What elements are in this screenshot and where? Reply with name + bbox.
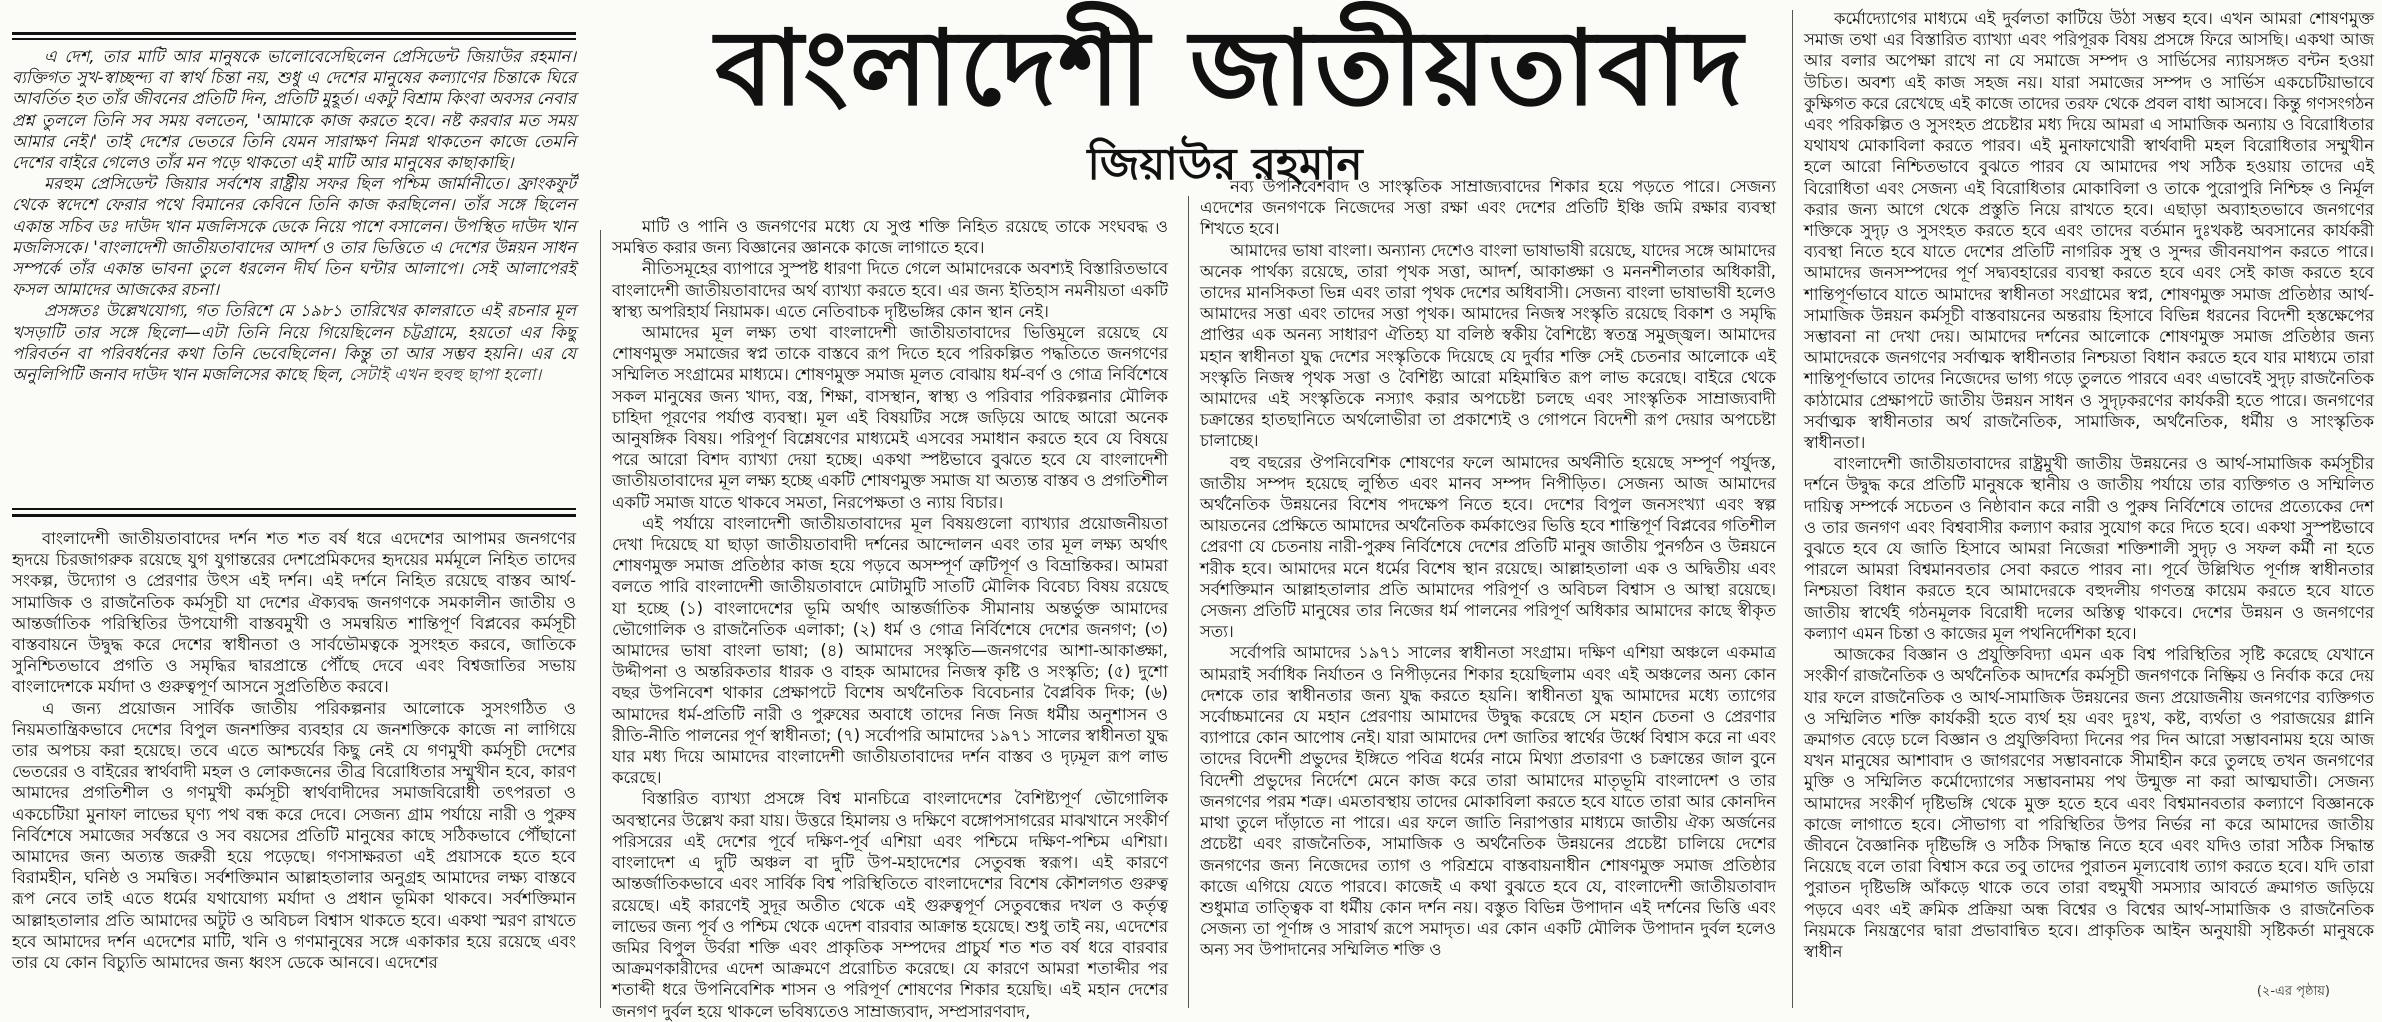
article-column-2 (612, 216, 1168, 1021)
box-bottom-rule (12, 508, 576, 510)
byline: জিয়াউর রহমান (1087, 139, 1363, 190)
continuation-note: (২-এর পৃষ্ঠায়) (2256, 984, 2330, 999)
article-paragraph: এ জন্য প্রয়োজন সার্বিক জাতীয় পরিকল্পনার আলোকে সুসংগঠিত ও নিয়মতান্ত্রিকভাবে দেশের বিপুল জনশক্তির ব্যবহার যে জনশক্তিকে কাজে না লাগিয়ে তার অপচয় করা হয়েছে। তবে এতে আশ্চর্যের কিছু নেই যে গণমুখী কর্মসূচী দেশের ভেতরের ও বাইরের স্বার্থবাদী মহল ও লোকজনের তীব্র বিরোধিতার সম্মুখীন হবে, কারণ আমাদের প্রগতিশীল ও গণমুখী কর্মসূচী স্বার্থবাদীদের সমাজবিরোধী তৎপরতা ও একচেটিয়া মুনাফা লাভের ঘৃণ্য পথ বন্ধ করে দেবে। সেজন্য গ্রাম পর্যায়ে নারী ও পুরুষ নির্বিশেষে সমাজের সর্বস্তরে ও সব বয়সের প্রতিটি মানুষের কাছে সঠিকভাবে পৌঁছানো আমাদের জন্য অত্যন্ত জরুরী হয়ে পড়েছে। গণসাক্ষরতা এই প্রয়াসকে হতে হবে বিরামহীন, ঘনিষ্ঠ ও সমন্বিত। সর্বশক্তিমান আল্লাহতালার অনুগ্রহ আমাদের লক্ষ্য বাস্তবে রূপ নেবে তাই এতে ধর্মের যথাযোগ্য মর্যাদা ও প্রধান ভূমিকা থাকবে। সর্বশক্তিমান আল্লাহতালার প্রতি আমাদের অটুট ও অবিচল বিশ্বাস থাকতে হবে। একথা স্মরণ রাখতে হবে আমাদের দর্শন এদেশের মাটি, খনি ও গণমানুষের সঙ্গে একাকার হয়ে রয়েছে এবং তার যে কোন বিচ্যুতি আমাদের জন্য ধ্বংস ডেকে আনবে। এদেশের (12, 698, 576, 973)
box-bottom-rule-outer (12, 514, 576, 517)
box-top-rule (12, 32, 576, 35)
intro-paragraph: এ দেশ, তার মাটি আর মানুষকে ভালোবেসেছিলেন প্রেসিডেন্ট জিয়াউর রহমান। ব্যক্তিগত সুখ-স্বাচ্ছন্দ্য বা স্বার্থ চিন্তা নয়, শুধু এ দেশের মানুষের কল্যাণের চিন্তাকে ঘিরে আবর্তিত হত তাঁর জীবনের প্রতিটি দিন, প্রতিটি মুহূর্ত। একটু বিশ্রাম কিংবা অবসর নেবার প্রশ্ন তুললে তিনি সব সময় বলতেন, 'আমাকে কাজ করতে হবে। নষ্ট করবার মত সময় আমার নেই।' তাই দেশের ভেতরে তিনি যেমন সারাক্ষণ নিমগ্ন থাকতেন কাজে তেমনি দেশের বাইরে গেলেও তাঁর মন পড়ে থাকতো এই মাটি আর মানুষের কাছাকাছি। (12, 47, 576, 173)
article-paragraph: বিস্তারিত ব্যাখ্যা প্রসঙ্গে বিশ্ব মানচিত্রে বাংলাদেশের বৈশিষ্ট্যপূর্ণ ভৌগোলিক অবস্থানের উল্লেখ করা যায়। উত্তরে হিমালয় ও দক্ষিণে বঙ্গোপসাগরের মাঝখানে সংকীর্ণ পরিসরের এই দেশের পূর্বে দক্ষিণ-পূর্ব এশিয়া এবং পশ্চিমে দক্ষিণ-পশ্চিম এশিয়া। বাংলাদেশ এ দুটি অঞ্চল বা দুটি উপ-মহাদেশের সেতুবন্ধ স্বরূপ। এই কারণে আন্তর্জাতিকভাবে এবং সার্বিক বিশ্ব পরিস্থিতিতে বাংলাদেশের বিশেষ কৌশলগত গুরুত্ব রয়েছে। এই কারণেই সুদূর অতীত থেকে এই গুরুত্বপূর্ণ সেতুবন্ধের দখল ও কর্তৃত্ব লাভের জন্য পূর্ব ও পশ্চিম থেকে এদেশ বারবার আক্রান্ত হয়েছে। শুধু তাই নয়, এদেশের জমির বিপুল উর্বরা শক্তি এবং প্রাকৃতিক সম্পদের প্রাচুর্য শত শত বর্ষ ধরে বারবার আক্রমণকারীদের এদেশ আক্রমণে প্ররোচিত করেছে। যে কারণে আমরা শতাব্দীর পর শতাব্দী ধরে উপনিবেশিক শাসন ও পরিপূর্ণ শোষণের শিকার হয়েছি। এই মহান দেশের জনগণ দুর্বল হয়ে থাকলে ভবিষ্যতেও সাম্রাজ্যবাদ, সম্প্রসারণবাদ, (612, 789, 1168, 1021)
column-divider (600, 230, 601, 1008)
article-paragraph: নব্য উপনিবেশবাদ ও সাংস্কৃতিক সাম্রাজ্যবাদের শিকার হয়ে পড়তে পারে। সেজন্য এদেশের জনগণকে নিজেদের সত্তা রক্ষা এবং দেশের প্রতিটি ইঞ্চি জমি রক্ষার ব্যবস্থা শিখতে হবে। (1200, 177, 1776, 239)
article-paragraph: আমাদের মূল লক্ষ্য তথা বাংলাদেশী জাতীয়তাবাদের ভিত্তিমূলে রয়েছে যে শোষণমুক্ত সমাজের স্বপ্ন তাকে বাস্তবে রূপ দিতে হবে পরিকল্পিত পদ্ধতিতে জনগণের সম্মিলিত সংগ্রামের মাধ্যমে। শোষণমুক্ত সমাজ মূলত বোঝায় ধর্ম-বর্ণ ও গোত্র নির্বিশেষে সকল মানুষের জন্য খাদ্য, বস্ত্র, শিক্ষা, বাসস্থান, স্বাস্থ্য ও পরিবার পরিকল্পনার মৌলিক চাহিদা পূরণের পর্যাপ্ত ব্যবস্থা। মূল এই বিষয়টির সঙ্গে জড়িয়ে আছে আরো অনেক আনুষঙ্গিক বিষয়। পরিপূর্ণ বিশ্লেষণের মাধ্যমেই এসবের সমাধান করতে হবে যে বিষয়ে পরে আরো বিশদ ব্যাখ্যা দেয়া হচ্ছে। একথা স্পষ্টভাবে বুঝতে হবে যে বাংলাদেশী জাতীয়তাবাদের মূল লক্ষ্য হচ্ছে একটি শোষণমুক্ত সমাজ যা অত্যন্ত বাস্তব ও প্রগতিশীল একটি সমাজ যাতে থাকবে সমতা, নিরপেক্ষতা ও ন্যায় বিচার। (612, 323, 1168, 512)
box-top-rule-inner (12, 38, 576, 40)
intro-text: প্রসঙ্গতঃ উল্লেখযোগ্য, গত তিরিশে মে ১৯৮১ তারিখের কালরাতে এই রচনার মূল খসড়াটি তার সঙ্গে ছিলো—এটা তিনি নিয়ে গিয়েছিলেন চট্টগ্রামে, হয়তো এর কিছু পরিবর্তন বা পরিবর্ধনের কথা তিনি ভেবেছিলেন। কিন্তু তা আর সম্ভব হয়নি। এর যে অনুলিপিটি জনাব দাউদ খান মজলিসের কাছে ছিল, (12, 301, 576, 385)
article-paragraph: আমাদের ভাষা বাংলা। অন্যান্য দেশেও বাংলা ভাষাভাষী রয়েছে, যাদের সঙ্গে আমাদের অনেক পার্থক্য রয়েছে, তারা পৃথক সত্তা, আদর্শ, আকাঙ্ক্ষা ও মননশীলতার অধিকারী, তাদের মানসিকতা ভিন্ন এবং তারা পৃথক দেশের অধিবাসী। সেজন্য বাংলা ভাষাভাষী হলেও আমাদের সত্তা এবং তাদের সত্তা পৃথক। আমাদের নিজস্ব সংস্কৃতি রয়েছে বিকাশ ও সমৃদ্ধি প্রাপ্তির এক অনন্য সাধারণ ঐতিহ্য যা বলিষ্ঠ স্বকীয় বৈশিষ্ট্যে স্বতন্ত্র সমুজ্জ্বল। আমাদের মহান স্বাধীনতা যুদ্ধ দেশের সংস্কৃতিকে দিয়েছে যে দুর্বার শক্তি সেই চেতনার আলোকে এই সংস্কৃতি নিজস্ব পৃথক সত্তা ও বৈশিষ্ট্য আরো মহিমান্বিত রূপ লাভ করেছে। বাইরে থেকে আমাদের এই সংস্কৃতিকে নস্যাৎ করার অপচেষ্টা চলছে এবং সাংস্কৃতিক সাম্রাজ্যবাদী চক্রান্তের হাতছানিতে অর্থলোভীরা তা প্রকাশ্যেই ও গোপনে বিদেশী রূপ দেয়ার অপচেষ্টা চালাচ্ছে। (1200, 240, 1776, 451)
article-paragraph: বহু বছরের ঔপনিবেশিক শোষণের ফলে আমাদের অর্থনীতি হয়েছে সম্পূর্ণ পর্যুদস্ত, জাতীয় সম্পদ হয়েছে লুণ্ঠিত এবং মানব সম্পদ নিপীড়িত। সেজন্য আজ আমাদের অর্থনৈতিক উন্নয়নের বিশেষ পদক্ষেপ নিতে হবে। দেশের বিপুল জনসংখ্যা এবং স্বল্প আয়তনের প্রেক্ষিতে আমাদের অর্থনৈতিক কর্মকাণ্ডের ভিত্তি হবে শান্তিপূর্ণ বিপ্লবের গতিশীল প্রেরণা যে চেতনায় নারী-পুরুষ নির্বিশেষে দেশের প্রতিটি মানুষ জাতীয় পুনর্গঠন ও উন্নয়নে শরীক হবে। আমাদের মনে ধর্মের বিশেষ স্থান রয়েছে। আল্লাহতালা এক ও অদ্বিতীয় এবং সর্বশক্তিমান আল্লাহতালার প্রতি আমাদের পরিপূর্ণ ও অবিচল বিশ্বাস ও আস্থা রয়েছে। সেজন্য প্রতিটি মানুষের তার নিজের ধর্ম পালনের পরিপূর্ণ অধিকার আমাদের কাছে স্বীকৃত সত্য। (1200, 452, 1776, 642)
article-column-1 (12, 528, 576, 1006)
intro-paragraph: মরহুম প্রেসিডেন্ট জিয়ার সর্বশেষ রাষ্ট্রীয় সফর ছিল পশ্চিম জার্মানীতে। ফ্রাংকফুর্ট থেকে স্বদেশে ফেরার পথে বিমানের কেবিনে তিনি কাজ করছিলেন। তাঁর সঙ্গে ছিলেন একান্ত সচিব ডঃ দাউদ খান মজলিসকে ডেকে নিয়ে পাশে বসালেন। উপস্থিত দাউদ খান মজলিসকে। 'বাংলাদেশী জাতীয়তাবাদের আদর্শ ও তার ভিত্তিতে এ দেশের উন্নয়ন সাধন সম্পর্কে তাঁর একান্ত ভাবনা তুলে ধরলেন দীর্ঘ তিন ঘন্টার আলাপে। সেই আলাপেরই ফসল আমাদের আজকের রচনা। (12, 174, 576, 300)
article-column-3 (1200, 176, 1776, 1006)
article-paragraph: বাংলাদেশী জাতীয়তাবাদের রাষ্ট্রমুখী জাতীয় উন্নয়নের ও আর্থ-সামাজিক কর্মসূচীর দর্শনে উদ্বুদ্ধ করে প্রতিটি মানুষকে স্থানীয় ও জাতীয় পর্যায়ে তার ব্যক্তিগত ও সম্মিলিত দায়িত্ব সম্পর্কে সচেতন ও নিষ্ঠাবান করে নারী ও পুরুষ নির্বিশেষে তাদের প্রত্যেকের দেশ ও তার জনগণ এবং বিশ্ববাসীর কল্যাণ করার সুযোগ করে দিতে হবে। একথা সুস্পষ্টভাবে বুঝতে হবে যে জাতি হিসাবে আমরা নিজেরা শক্তিশালী সুদৃঢ় ও সফল কর্মী না হতে পারলে আমরা বিশ্বমানবতার সেবা করতে পারব না। পূর্বে উল্লিখিত পূর্ণাঙ্গ স্বাধীনতার নিশ্চয়তা বিধান করতে হবে আমাদেরকে বহুদলীয় গণতন্ত্র কায়েম করতে হবে যাতে জাতীয় স্বার্থেই গঠনমূলক বিরোধী দলের অস্তিত্ব থাকবে। দেশের উন্নয়ন ও জনগণের কল্যাণ এমন চিন্তা ও কাজের মূল পথনির্দেশিকা হবে। (1804, 454, 2374, 643)
article-paragraph: এই পর্যায়ে বাংলাদেশী জাতীয়তাবাদের মূল বিষয়গুলো ব্যাখ্যার প্রয়োজনীয়তা দেখা দিয়েছে যা ছাড়া জাতীয়তাবাদী দর্শনের আন্দোলন এবং তার মূল লক্ষ্য অর্থাৎ শোষণমুক্ত সমাজ প্রতিষ্ঠার কাজ হয়ে পড়বে অসম্পূর্ণ ত্রুটিপূর্ণ ও বিভ্রান্তিকর। আমরা বলতে পারি বাংলাদেশী জাতীয়তাবাদে মোটামুটি সাতটি মৌলিক বিবেচ্য বিষয় রয়েছে যা হচ্ছে (১) বাংলাদেশের ভূমি অর্থাৎ আন্তর্জাতিক সীমানায় অন্তর্ভুক্ত আমাদের ভৌগোলিক ও রাজনৈতিক এলাকা; (২) ধর্ম ও গোত্র নির্বিশেষে দেশের জনগণ; (৩) আমাদের ভাষা বাংলা ভাষা; (৪) আমাদের সংস্কৃতি—জনগণের আশা-আকাঙ্ক্ষা, উদ্দীপনা ও অন্তরিকতার ধারক ও বাহক আমাদের নিজস্ব কৃষ্টি ও সংস্কৃতি; (৫) দুশো বছর উপনিবেশ থাকার প্রেক্ষাপটে বিশেষ অর্থনৈতিক বিবেচনার বৈপ্লবিক দিক; (৬) আমাদের ধর্ম-প্রতিটি নারী ও পুরুষের অবাধে তাদের নিজ নিজ ধর্মীয় অনুশাসন ও রীতি-নীতি পালনের পূর্ণ স্বাধীনতা; (৭) সর্বোপরি আমাদের ১৯৭১ সালের স্বাধীনতা যুদ্ধ যার মধ্য দিয়ে আমাদের বাংলাদেশী জাতীয়তাবাদের দর্শন বাস্তব ও দৃঢ়মূল রূপ লাভ করেছে। (612, 513, 1168, 788)
article-paragraph: বাংলাদেশী জাতীয়তাবাদের দর্শন শত শত বর্ষ ধরে এদেশের আপামর জনগণের হৃদয়ে চিরজাগরুক রয়েছে যুগ যুগান্তরের দেশপ্রেমিকদের হৃদয়ের মর্মমূলে নিহিত তাদের সংকল্প, উদ্যোগ ও প্রেরণার উৎস এই দর্শন। এই দর্শনে নিহিত রয়েছে বাস্তব আর্থ-সামাজিক ও রাজনৈতিক কর্মসূচী যা দেশের ঐক্যবদ্ধ জনগণকে সমকালীন জাতীয় ও আন্তর্জাতিক পরিস্থিতির উপযোগী বাস্তবমুখী ও সমন্বয়িত শান্তিপূর্ণ বিপ্লবের কর্মসূচী বাস্তবায়নে উদ্বুদ্ধ করে দেশের স্বাধীনতা ও সার্বভৌমত্বকে সুসংহত করবে, জাতিকে সুনিশ্চিতভাবে প্রগতি ও সমৃদ্ধির দ্বারপ্রান্তে পৌঁছে দেবে এবং বিশ্বজাতির সভায় বাংলাদেশকে মর্যাদা ও গুরুত্বপূর্ণ আসনে সুপ্রতিষ্ঠিত করবে। (12, 529, 576, 697)
article-paragraph: সর্বোপরি আমাদের ১৯৭১ সালের স্বাধীনতা সংগ্রাম। দক্ষিণ এশিয়া অঞ্চলে একমাত্র আমরাই সর্বাধিক নির্যাতন ও নিপীড়নের শিকার হয়েছিলাম এবং এই অঞ্চলের অন্য কোন দেশকে তার স্বাধীনতার জন্য যুদ্ধ করতে হয়নি। স্বাধীনতা যুদ্ধ আমাদের মধ্যে ত্যাগের সর্বোচ্চমানের যে মহান প্রেরণায় আমাদের উদ্বুদ্ধ করেছে সে মহান চেতনা ও প্রেরণার ব্যাপারে কোন আপোষ নেই। যারা আমাদের দেশ জাতির স্বার্থের উর্ধ্বে বিশ্বাস করে না এবং তাদের বিদেশী প্রভুদের ইঙ্গিতে পবিত্র ধর্মের নামে মিথ্যা প্রতারণা ও চক্রান্তের জাল বুনে বিদেশী প্রভুদের নির্দেশে মেনে কাজ করে তারা আমাদের মাতৃভূমি বাংলাদেশ ও তার জনগণের পরম শত্রু। এমতাবস্থায় তাদের মোকাবিলা করতে হবে যাতে তারা আর কোনদিন মাথা তুলে দাঁড়াতে না পারে। এর ফলে জাতি নিরাপত্তার মাধ্যমে জাতীয় ঐক্য অর্জনের প্রচেষ্টা এবং রাজনৈতিক, সামাজিক ও অর্থনৈতিক উন্নয়নের প্রচেষ্টা চালিয়ে দেশের জনগণের জন্য নিজেদের ত্যাগ ও পরিশ্রমে বাস্তবায়নাধীন শোষণমুক্ত সমাজ প্রতিষ্ঠার কাজে এগিয়ে যেতে পারবে। কাজেই এ কথা বুঝতে হবে যে, বাংলাদেশী জাতীয়তাবাদ শুধুমাত্র তাত্ত্বিক বা ধর্মীয় কোন দর্শন নয়। বস্তুত বিভিন্ন উপাদান এই দর্শনের ভিত্তি এবং সেজন্য তা পূর্ণাঙ্গ ও সারার্থ রূপে সমাদৃত। এর কোন একটি মৌলিক উপাদান দুর্বল হলেও অন্য সব উপাদানের সম্মিলিত শক্তি ও (1200, 643, 1776, 960)
article-paragraph: কর্মোদ্যোগের মাধ্যমে এই দুর্বলতা কাটিয়ে উঠা সম্ভব হবে। এখন আমরা শোষণমুক্ত সমাজ তথা এর বিস্তারিত ব্যাখ্যা এবং পরিপূরক বিষয় প্রসঙ্গে ফিরে আসছি। একথা আজ আর বলার অপেক্ষা রাখে না যে সমাজে সম্পদ ও সার্ভিসের ন্যায়সঙ্গত বন্টন হওয়া উচিত। অবশ্য এই কাজ সহজ নয়। যারা সমাজের সম্পদ ও সার্ভিস একচেটিয়াভাবে কুক্ষিগত করে রেখেছে এই কাজে তাদের তরফ থেকে প্রবল বাধা আসবে। কিন্তু গণসংগঠন এবং পরিকল্পিত ও সুসংহত প্রচেষ্টার মধ্য দিয়ে আমরা এ সামাজিক অন্যায় ও বিরোধিতার যথাযথ মোকাবিলা করতে পারব। এই মুনাফাখোরী স্বার্থবাদী মহল বিরোধিতার সম্মুখীন হলে আরো নিশ্চিতভাবে বুঝতে পারব যে আমাদের পথ সঠিক হওয়ায় তাদের এই বিরোধিতা এবং সেজন্য এই বিরোধিতার মোকাবিলা ও তাকে পুরোপুরি নিশ্চিহ্ন ও নির্মূল করার জন্য আগে থেকে প্রস্তুতি নিয়ে রাখতে হবে। এছাড়া অব্যাহতভাবে জনগণের শক্তিকে সুদৃঢ় ও সুসংহত করতে হবে এবং তাদের বর্তমান দুঃখকষ্ট অবসানের কার্যকরী ব্যবস্থা নিতে হবে যাতে দেশের প্রতিটি নাগরিক সুস্থ ও সুন্দর জীবনযাপন করতে পারে। আমাদের জনসম্পদের পূর্ণ সদ্ব্যবহারের ব্যবস্থা করতে হবে এবং সেই কাজ করতে হবে শান্তিপূর্ণভাবে যাতে আমাদের স্বাধীনতা সংগ্রামের স্বপ্ন, শোষণমুক্ত সমাজ প্রতিষ্ঠার আর্থ-সামাজিক উন্নয়ন কর্মসূচী বাস্তবায়নের অন্তরায় হিসাবে বিভিন্ন ধরনের বিদেশী হস্তক্ষেপের সম্ভাবনা না দেখা দেয়। আমাদের দর্শনের আলোকে শোষণমুক্ত সমাজ প্রতিষ্ঠার জন্য আমাদেরকে জনগণের সর্বাত্মক স্বাধীনতার নিশ্চয়তা বিধান করতে হবে যার মাধ্যমে তারা শান্তিপূর্ণভাবে তাদের নিজেদের ভাগ্য গড়ে তুলতে পারবে এবং এভাবেই সুদৃঢ় রাজনৈতিক কাঠামোর প্রেক্ষাপটে জাতীয় উন্নয়ন সাধন ও সুদৃঢ়করণের কার্যকরী হতে পারে। জনগণের সর্বাত্মক স্বাধীনতার অর্থ রাজনৈতিক, সামাজিক, অর্থনৈতিক, ধর্মীয় ও সাংস্কৃতিক স্বাধীনতা। (1804, 9, 2374, 453)
intro-box (12, 46, 576, 506)
headline: বাংলাদেশী জাতীয়তাবাদ (715, 6, 1745, 129)
column-divider (1792, 10, 1793, 1008)
handwritten-note: সেটাই এখন হুবহু ছাপা হলো। (349, 365, 542, 385)
article-column-4 (1804, 8, 2374, 980)
column-divider (1188, 196, 1189, 1008)
article-paragraph: মাটি ও পানি ও জনগণের মধ্যে যে সুপ্ত শক্তি নিহিত রয়েছে তাকে সংঘবদ্ধ ও সমন্বিত করার জন্য বিজ্ঞানের জ্ঞানকে কাজে লাগাতে হবে। (612, 217, 1168, 258)
article-paragraph: আজকের বিজ্ঞান ও প্রযুক্তিবিদ্যা এমন এক বিশ্ব পরিস্থিতির সৃষ্টি করেছে যেখানে সংকীর্ণ রাজনৈতিক ও অর্থনৈতিক আদর্শের কর্মসূচী জনগণকে নিষ্ক্রিয় ও নির্বাক করে দেয় যার ফলে রাজনৈতিক ও আর্থ-সামাজিক উন্নয়নের জন্য প্রয়োজনীয় জনগণের ব্যক্তিগত ও সম্মিলিত শক্তি কার্যকরী হতে ব্যর্থ হয় এবং দুঃখ, কষ্ট, ব্যর্থতা ও পরাজয়ের গ্লানি ক্রমাগত বেড়ে চলে বিজ্ঞান ও প্রযুক্তিবিদ্যা দিনের পর দিন আরো সম্ভাবনাময় হয়ে আজ যখন মানুষের আশাবাদ ও জাগরণের সম্ভাবনাকে সীমাহীন করে তুলছে তখন জনগণের মুক্তি ও সম্মিলিত কর্মোদ্যোগের সম্ভাবনাময় পথ উন্মুক্ত না করা আত্মঘাতী। সেজন্য আমাদের সংকীর্ণ দৃষ্টিভঙ্গি থেকে মুক্ত হতে হবে এবং বিশ্বমানবতার কল্যাণে বিজ্ঞানকে কাজে লাগাতে হবে। সৌভাগ্য বা পরিস্থিতির উপর নির্ভর না করে আমাদের জাতীয় জীবনে বৈজ্ঞানিক দৃষ্টিভঙ্গি ও সঠিক সিদ্ধান্ত নিতে হবে এবং যদিও তারা সঠিক সিদ্ধান্ত নিয়েছে বলে তারা বিশ্বাস করে তবু তাদের পুরাতন মূল্যবোধ ত্যাগ করতে হবে। যদি তারা পুরাতন দৃষ্টিভঙ্গি আঁকড়ে থাকে তবে তারা বহুমুখী সমস্যার আবর্তে ক্রমাগত জড়িয়ে পড়বে এবং এই ক্রমিক প্রক্রিয়া অন্ধ বিশ্বের ও বিশ্বের আর্থ-সামাজিক ও রাজনৈতিক নিয়মকে নিয়ন্ত্রণের দ্বারা প্রভাবান্বিত হবে। প্রাকৃতিক আইন অনুযায়ী সৃষ্টিকর্তা মানুষকে স্বাধীন (1804, 645, 2374, 961)
article-paragraph: নীতিসমূহের ব্যাপারে সুস্পষ্ট ধারণা দিতে গেলে আমাদেরকে অবশ্যই বিস্তারিতভাবে বাংলাদেশী জাতীয়তাবাদের অর্থ ব্যাখ্যা করতে হবে। এর জন্য ইতিহাস নমনীয়তা একটি স্বাস্থ্য অপরিহার্য নিয়ামক। এতে নেতিবাচক দৃষ্টিভঙ্গির কোন স্থান নেই। (612, 259, 1168, 321)
intro-paragraph (12, 300, 576, 385)
